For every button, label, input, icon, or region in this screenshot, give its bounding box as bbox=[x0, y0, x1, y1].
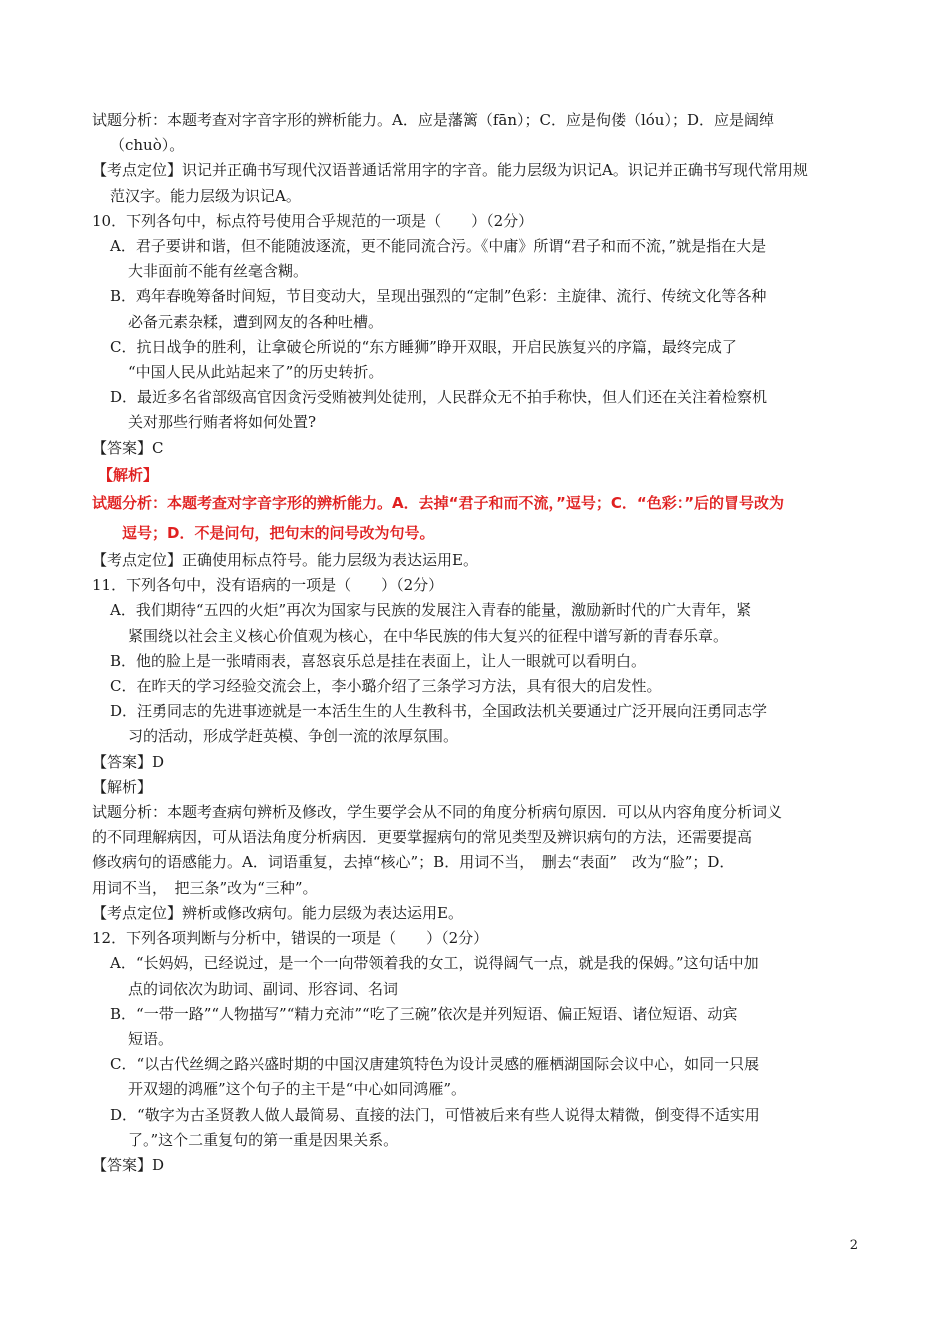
text-line: 短语。 bbox=[128, 1029, 174, 1048]
text-line: A．“长妈妈，已经说过，是一个一向带领着我的女工，说得阔气一点，就是我的保姆。”这句话中加 bbox=[110, 954, 759, 973]
text-line: 用词不当， 把三条”改为“三种”。 bbox=[92, 878, 318, 897]
text-line: 紧围绕以社会主义核心价值观为核心，在中华民族的伟大复兴的征程中谱写新的青春乐章。 bbox=[128, 626, 729, 645]
text-line: 试题分析：本题考查病句辨析及修改，学生要学会从不同的角度分析病句原因．可以从内容角度分析词义 bbox=[92, 803, 783, 822]
text-line: C．抗日战争的胜利，让拿破仑所说的“东方睡狮”睁开双眼，开启民族复兴的序篇，最终完成了 bbox=[110, 337, 737, 356]
text-line: “中国人民从此站起来了”的历史转折。 bbox=[128, 363, 384, 382]
text-block-2 bbox=[92, 548, 872, 1178]
analysis-red-block bbox=[92, 463, 872, 548]
text-line: 试题分析：本题考查对字音字形的辨析能力。A．应是藩篱（fān）；C．应是佝偻（lóu）；D．应是阔绰 bbox=[92, 111, 774, 129]
text-line: 【考点定位】辨析或修改病句。能力层级为表达运用E。 bbox=[92, 903, 463, 922]
text-line: D．“敬字为古圣贤教人做人最简易、直接的法门，可惜被后来有些人说得太精微，倒变得不适实用 bbox=[110, 1105, 760, 1124]
analysis-line: 逗号；D．不是问句，把句末的问号改为句号。 bbox=[122, 524, 435, 543]
text-line: 修改病句的语感能力。A．词语重复，去掉“核心”；B．用词不当， 删去“表面” 改为“脸”；D． bbox=[92, 853, 735, 872]
text-line: 【答案】D bbox=[92, 752, 165, 771]
text-line: 必备元素杂糅，遭到网友的各种吐槽。 bbox=[128, 312, 384, 331]
analysis-line: 试题分析：本题考查对字音字形的辨析能力。A．去掉“君子和而不流，”逗号；C．“色彩：”后的冒号改为 bbox=[92, 494, 785, 513]
text-line: 【解析】 bbox=[92, 777, 153, 796]
text-line: B．“一带一路”“人物描写”“精力充沛”“吃了三碗”依次是并列短语、偏正短语、诸位短语、动宾 bbox=[110, 1004, 738, 1023]
text-line: A．君子要讲和谐，但不能随波逐流，更不能同流合污。《中庸》所谓“君子和而不流，”就是指在大是 bbox=[110, 237, 767, 256]
text-line: A．我们期待“五四的火炬”再次为国家与民族的发展注入青春的能量，激励新时代的广大青年，紧 bbox=[110, 601, 752, 620]
text-line: 范汉字。能力层级为识记A。 bbox=[110, 186, 301, 205]
page-number: 2 bbox=[849, 1238, 858, 1253]
text-line: 【考点定位】识记并正确书写现代汉语普通话常用字的字音。能力层级为识记A。识记并正确书写现代常用规 bbox=[92, 161, 808, 180]
text-line: （chuò）。 bbox=[110, 136, 185, 155]
text-line: 【答案】C bbox=[92, 438, 164, 457]
text-line: 点的词依次为助词、副词、形容词、名词 bbox=[128, 979, 399, 998]
text-line: C．“以古代丝绸之路兴盛时期的中国汉唐建筑特色为设计灵感的雁栖湖国际会议中心，如同一只展 bbox=[110, 1055, 760, 1074]
text-line: 10．下列各句中，标点符号使用合乎规范的一项是（ ）（2分） bbox=[92, 211, 534, 230]
text-line: 的不同理解病因，可从语法角度分析病因．更要掌握病句的常见类型及辨识病句的方法，还需要提高 bbox=[92, 828, 753, 847]
text-line: 了。”这个二重复句的第一重是因果关系。 bbox=[128, 1130, 399, 1149]
text-line: 开双翅的鸿雁”这个句子的主干是“中心如同鸿雁”。 bbox=[128, 1080, 467, 1099]
text-block-1 bbox=[92, 108, 872, 461]
text-line: 大非面前不能有丝毫含糊。 bbox=[128, 262, 309, 281]
text-line: 【考点定位】正确使用标点符号。能力层级为表达运用E。 bbox=[92, 551, 478, 570]
text-line: 12．下列各项判断与分析中，错误的一项是（ ）（2分） bbox=[92, 929, 489, 948]
text-line: B．他的脸上是一张晴雨表，喜怒哀乐总是挂在表面上，让人一眼就可以看明白。 bbox=[110, 651, 647, 670]
text-line: 习的活动，形成学赶英模、争创一流的浓厚氛围。 bbox=[128, 727, 459, 746]
text-line: 【答案】D bbox=[92, 1155, 165, 1174]
text-line: 关对那些行贿者将如何处置? bbox=[128, 413, 317, 432]
text-line: D．汪勇同志的先进事迹就是一本活生生的人生教科书，全国政法机关要通过广泛开展向汪勇同志学 bbox=[110, 702, 768, 721]
document-body bbox=[92, 108, 872, 1178]
analysis-heading: 【解析】 bbox=[98, 465, 159, 484]
text-line: 11．下列各句中，没有语病的一项是（ ）（2分） bbox=[92, 576, 444, 595]
text-line: D．最近多名省部级高官因贪污受贿被判处徒刑，人民群众无不拍手称快，但人们还在关注着检察机 bbox=[110, 388, 768, 407]
text-line: C．在昨天的学习经验交流会上，李小璐介绍了三条学习方法，具有很大的启发性。 bbox=[110, 677, 662, 696]
text-line: B．鸡年春晚筹备时间短，节目变动大，呈现出强烈的“定制”色彩：主旋律、流行、传统文化等各种 bbox=[110, 287, 767, 306]
